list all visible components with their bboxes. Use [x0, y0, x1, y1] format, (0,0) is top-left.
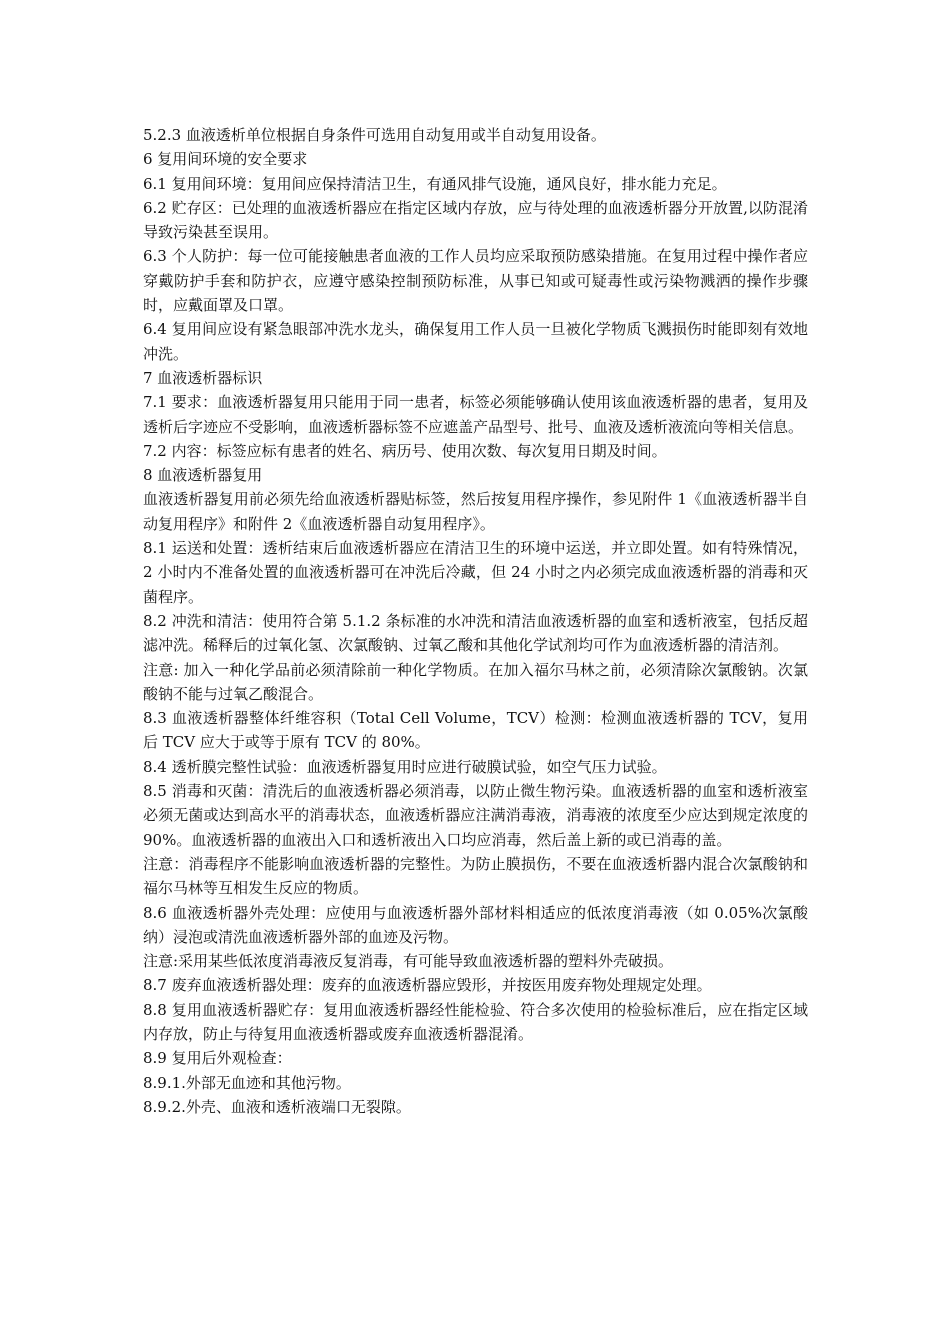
paragraph-8-9-1: 8.9.1.外部无血迹和其他污物。 [143, 1073, 351, 1092]
paragraph-8-4: 8.4 透析膜完整性试验：血液透析器复用时应进行破膜试验，如空气压力试验。 [143, 757, 667, 776]
paragraph-8-1: 8.1 运送和处置：透析结束后血液透析器应在清洁卫生的环境中运送，并立即处置。如有特殊情况，2 小时内不准备处置的血液透析器可在冲洗后冷藏，但 24 小时之内必须完成血液透析器的消毒和灭菌程序。 [143, 539, 808, 606]
paragraph-8-7: 8.7 废弃血液透析器处理：废弃的血液透析器应毁形，并按医用废弃物处理规定处理。 [143, 976, 712, 995]
paragraph-8-9: 8.9 复用后外观检查： [143, 1049, 292, 1068]
paragraph-8-9-2: 8.9.2.外壳、血液和透析液端口无裂隙。 [143, 1097, 411, 1116]
paragraph-8-5: 8.5 消毒和灭菌：清洗后的血液透析器必须消毒，以防止微生物污染。血液透析器的血室和透析液室必须无菌或达到高水平的消毒状态，血液透析器应注满消毒液，消毒液的浓度至少应达到规定浓度的 90%。血液透析器的血液出入口和透析液出入口均应消毒，然后盖上新的或已消毒的盖。 [143, 782, 808, 849]
paragraph-8-8: 8.8 复用血液透析器贮存：复用血液透析器经性能检验、符合多次使用的检验标准后，应在指定区域内存放，防止与待复用血液透析器或废弃血液透析器混淆。 [143, 1000, 808, 1043]
section-heading-8: 8 血液透析器复用 [143, 466, 263, 485]
paragraph-6-2: 6.2 贮存区：已处理的血液透析器应在指定区域内存放，应与待处理的血液透析器分开放置,以防混淆导致污染甚至误用。 [143, 198, 808, 242]
paragraph-5-2-3: 5.2.3 血液透析单位根据自身条件可选用自动复用或半自动复用设备。 [143, 126, 606, 144]
document-page [143, 123, 808, 1119]
note-8-6: 注意:采用某些低浓度消毒液反复消毒，有可能导致血液透析器的塑料外壳破损。 [143, 952, 674, 971]
paragraph-6-1: 6.1 复用间环境：复用间应保持清洁卫生，有通风排气设施，通风良好，排水能力充足。 [143, 174, 727, 193]
paragraph-6-4: 6.4 复用间应设有紧急眼部冲洗水龙头，确保复用工作人员一旦被化学物质飞溅损伤时能即刻有效地冲洗。 [143, 320, 808, 363]
paragraph-8-2: 8.2 冲洗和清洁：使用符合第 5.1.2 条标准的水冲洗和清洁血液透析器的血室和透析液室，包括反超滤冲洗。稀释后的过氧化氢、次氯酸钠、过氧乙酸和其他化学试剂均可作为血液透析器的清洁剂。 [143, 611, 808, 655]
paragraph-6-3: 6.3 个人防护：每一位可能接触患者血液的工作人员均应采取预防感染措施。在复用过程中操作者应穿戴防护手套和防护衣，应遵守感染控制预防标准，从事已知或可疑毒性或污染物溅洒的操作步骤时，应戴面罩及口罩。 [143, 247, 808, 315]
paragraph-8-6: 8.6 血液透析器外壳处理：应使用与血液透析器外部材料相适应的低浓度消毒液（如 0.05%次氯酸纳）浸泡或清洗血液透析器外部的血迹及污物。 [143, 903, 808, 946]
section-heading-6: 6 复用间环境的安全要求 [143, 150, 308, 169]
section-heading-7: 7 血液透析器标识 [143, 368, 263, 387]
paragraph-7-2: 7.2 内容：标签应标有患者的姓名、病历号、使用次数、每次复用日期及时间。 [143, 441, 667, 460]
note-8-2: 注意: 加入一种化学品前必须清除前一种化学物质。在加入福尔马林之前，必须清除次氯酸钠。次氯酸钠不能与过氧乙酸混合。 [143, 660, 808, 703]
note-8-5: 注意：消毒程序不能影响血液透析器的完整性。为防止膜损伤，不要在血液透析器内混合次氯酸钠和福尔马林等互相发生反应的物质。 [143, 854, 808, 898]
paragraph-8-3: 8.3 血液透析器整体纤维容积（Total Cell Volume，TCV）检测：检测血液透析器的 TCV，复用后 TCV 应大于或等于原有 TCV 的 80%。 [143, 709, 808, 752]
paragraph-8-intro: 血液透析器复用前必须先给血液透析器贴标签，然后按复用程序操作，参见附件 1《血液透析器半自动复用程序》和附件 2《血液透析器自动复用程序》。 [143, 490, 808, 533]
paragraph-7-1: 7.1 要求：血液透析器复用只能用于同一患者，标签必须能够确认使用该血液透析器的患者，复用及透析后字迹应不受影响，血液透析器标签不应遮盖产品型号、批号、血液及透析液流向等相关信息。 [143, 393, 808, 436]
